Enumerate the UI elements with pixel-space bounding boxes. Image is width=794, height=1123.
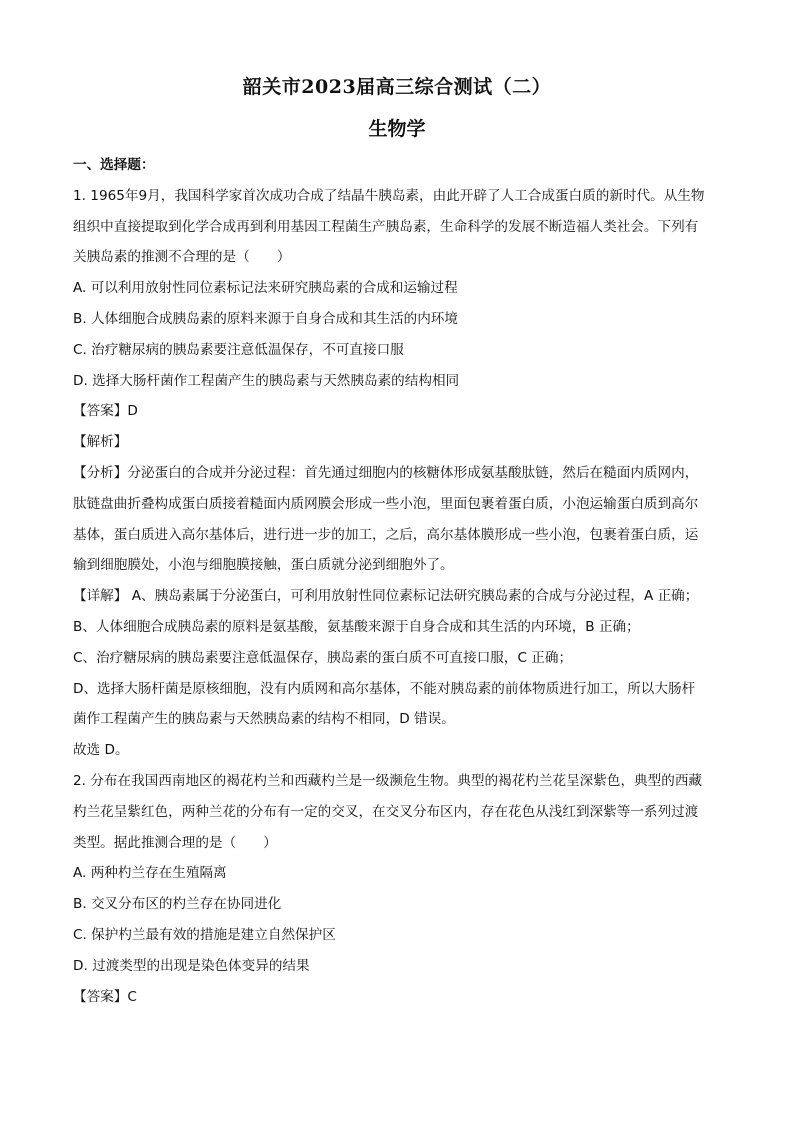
option-a: A. 两种杓兰存在生殖隔离 <box>73 865 227 882</box>
fenxi-line <box>73 458 723 489</box>
document-body <box>73 150 723 1012</box>
answer-row <box>73 982 723 1013</box>
question-stem-line: 杓兰花呈紫红色，两种兰花的分布有一定的交叉，在交叉分布区内，存在花色从浅红到深紫等一系列过渡 <box>73 803 699 820</box>
question-stem-line: 组织中直接提取到化学合成再到利用基因工程菌生产胰岛素，生命科学的发展不断造福人类社会。下列有 <box>73 218 699 235</box>
question-stem-line: 1. 1965年9月，我国科学家首次成功合成了结晶牛胰岛素，由此开辟了人工合成蛋白质的新时代。从生物 <box>73 187 705 204</box>
xiangjie-line: B、人体细胞合成胰岛素的原料是氨基酸，氨基酸来源于自身合成和其生活的内环境，B 正确； <box>73 618 640 635</box>
xiangjie-line: D、选择大肠杆菌是原核细胞，没有内质网和高尔基体，不能对胰岛素的前体物质进行加工，所以大肠杆 <box>73 680 696 697</box>
xiangjie-line <box>73 581 723 612</box>
answer-value: C <box>127 988 137 1005</box>
subject-title: 生物学 <box>368 118 426 140</box>
fenxi-line: 肽链盘曲折叠构成蛋白质接着糙面内质网膜会形成一些小泡，里面包裹着蛋白质，小泡运输蛋白质到高尔 <box>73 495 699 512</box>
option-a: A. 可以利用放射性同位素标记法来研究胰岛素的合成和运输过程 <box>73 280 458 297</box>
xiangjie-line: 菌作工程菌产生的胰岛素与天然胰岛素的结构不相同，D 错误。 <box>73 711 455 728</box>
xiangjie-label: 【详解】 <box>73 588 128 605</box>
question-1 <box>73 181 723 766</box>
section-heading: 一、选择题： <box>73 157 155 173</box>
answer-label: 【答案】 <box>73 403 128 420</box>
xiangjie-line: C、治疗糖尿病的胰岛素要注意低温保存，胰岛素的蛋白质不可直接口服，C 正确； <box>73 649 573 666</box>
option-d: D. 过渡类型的出现是染色体变异的结果 <box>73 957 310 974</box>
answer-label: 【答案】 <box>73 988 128 1005</box>
question-2 <box>73 766 723 1012</box>
fenxi-text: 分泌蛋白的合成并分泌过程：首先通过细胞内的核糖体形成氨基酸肽链，然后在糙面内质网内， <box>127 464 699 481</box>
question-stem-line: 类型。据此推测合理的是（ ） <box>73 834 277 851</box>
option-b: B. 交叉分布区的杓兰存在协同进化 <box>73 896 282 913</box>
xiangjie-line: 故选 D。 <box>73 742 129 759</box>
option-c: C. 保护杓兰最有效的措施是建立自然保护区 <box>73 926 336 943</box>
answer-row <box>73 396 723 427</box>
fenxi-line: 基体，蛋白质进入高尔基体后，进行进一步的加工，之后，高尔基体膜形成一些小泡，包裹着蛋白质，运 <box>73 526 699 543</box>
option-d: D. 选择大肠杆菌作工程菌产生的胰岛素与天然胰岛素的结构相同 <box>73 372 460 389</box>
option-b: B. 人体细胞合成胰岛素的原料来源于自身合成和其生活的内环境 <box>73 310 458 327</box>
option-c: C. 治疗糖尿病的胰岛素要注意低温保存，不可直接口服 <box>73 341 404 358</box>
fenxi-line: 输到细胞膜处，小泡与细胞膜接触，蛋白质就分泌到细胞外了。 <box>73 557 454 574</box>
fenxi-label: 【分析】 <box>73 464 128 481</box>
exam-title: 韶关市2023届高三综合测试（二） <box>242 76 552 98</box>
question-stem-line: 关胰岛素的推测不合理的是（ ） <box>73 249 291 266</box>
answer-value: D <box>127 403 138 420</box>
question-stem-line: 2. 分布在我国西南地区的褐花杓兰和西藏杓兰是一级濒危生物。典型的褐花杓兰花呈深紫色，典型的西藏 <box>73 772 703 789</box>
analysis-label: 【解析】 <box>73 434 128 451</box>
xiangjie-text: A、胰岛素属于分泌蛋白，可利用放射性同位素标记法研究胰岛素的合成与分泌过程，A 正确； <box>127 588 699 605</box>
